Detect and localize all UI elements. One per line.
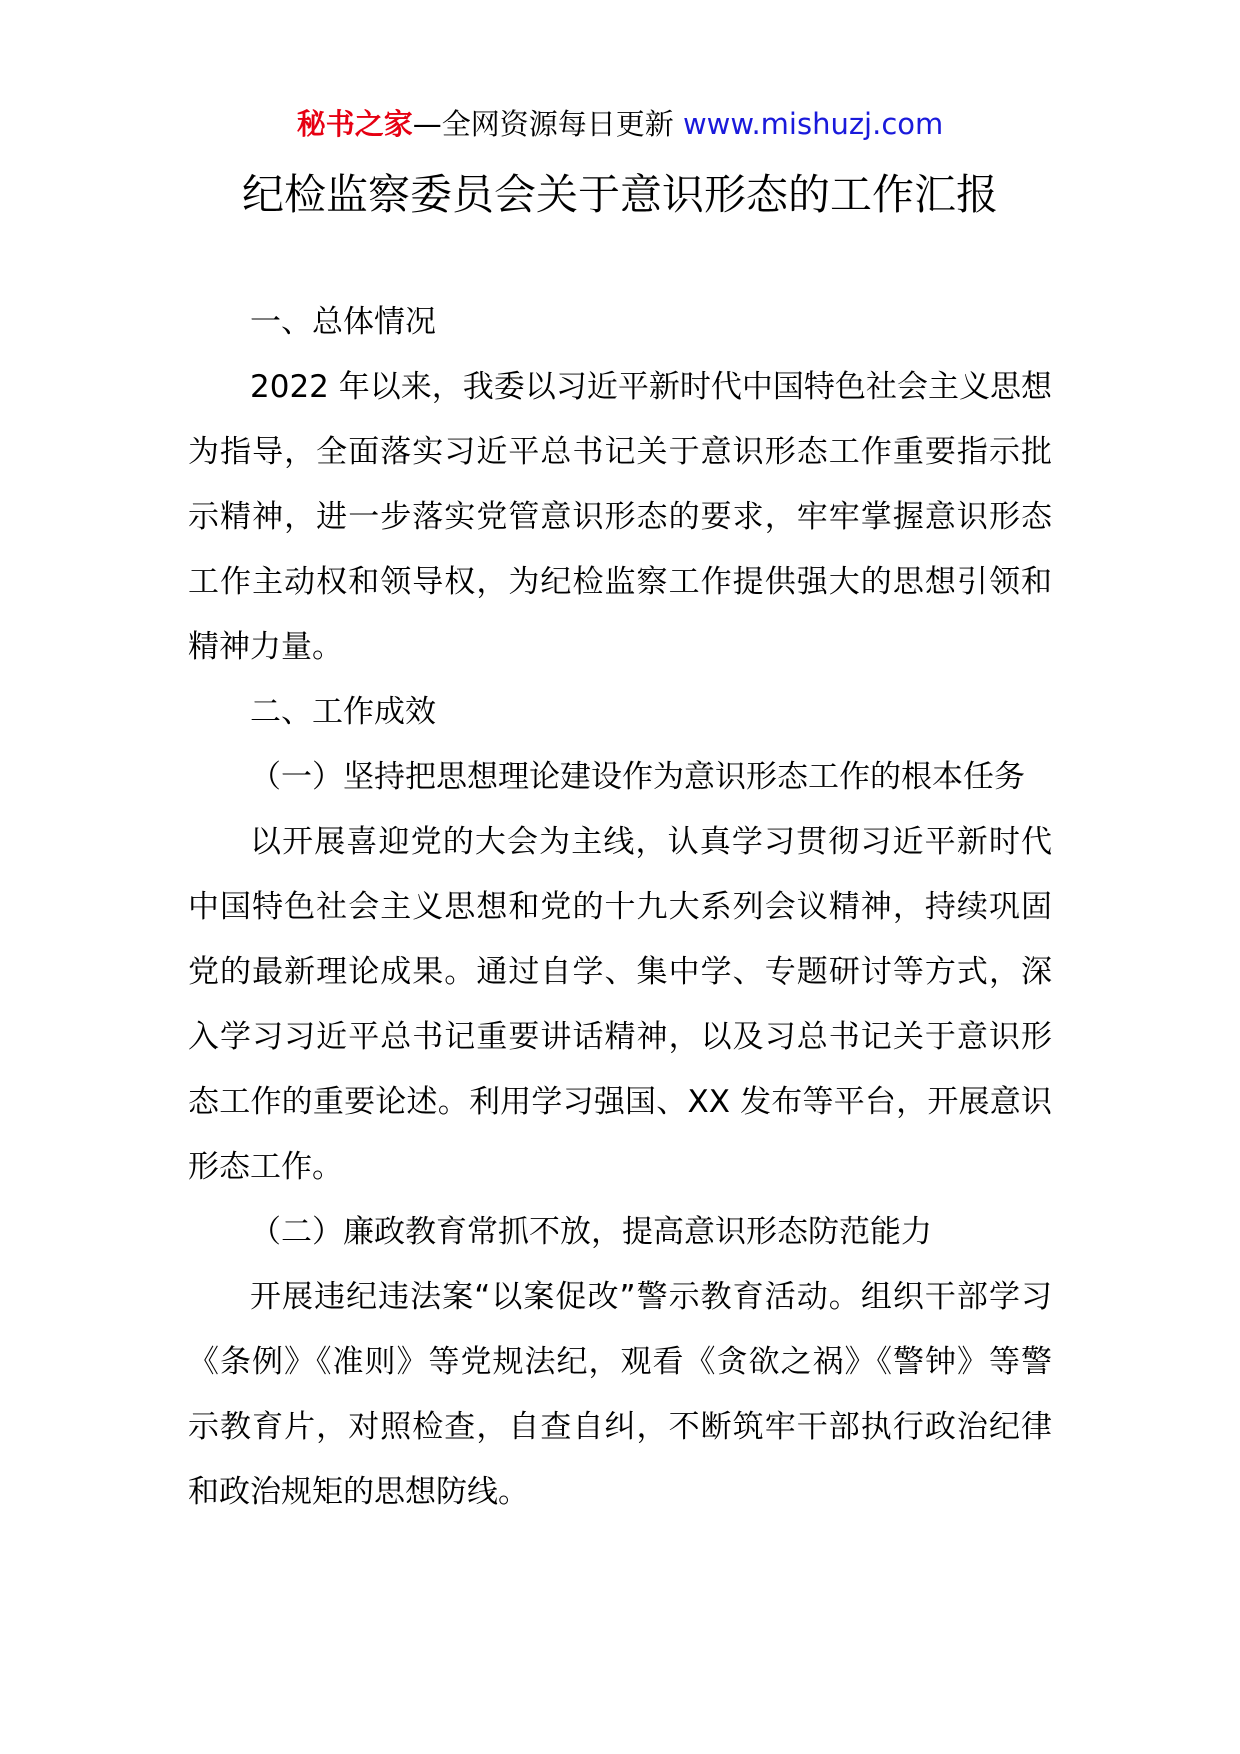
brand-name: 秘书之家: [296, 107, 413, 141]
subheading-integrity: （二）廉政教育常抓不放，提高意识形态防范能力: [250, 1214, 932, 1250]
subheading-theory: （一）坚持把思想理论建设作为意识形态工作的根本任务: [250, 759, 1025, 795]
section-heading-results: 二、工作成效: [250, 694, 436, 730]
site-url-link[interactable]: www.mishuzj.com: [682, 107, 944, 141]
brand-tagline: —全网资源每日更新: [412, 107, 674, 141]
document-body: [188, 290, 1052, 1525]
site-banner: [0, 104, 1240, 144]
section-heading-overview: 一、总体情况: [250, 304, 436, 340]
document-title: 纪检监察委员会关于意识形态的工作汇报: [241, 170, 998, 219]
paragraph-integrity: 开展违纪违法案“以案促改”警示教育活动。组织干部学习《条例》《准则》等党规法纪，观看《贪欲之祸》《警钟》等警示教育片，对照检查，自查自纠，不断筑牢干部执行政治纪律和政治规矩的思想防线。: [188, 1279, 1052, 1510]
paragraph-overview: 2022 年以来，我委以习近平新时代中国特色社会主义思想为指导，全面落实习近平总书记关于意识形态工作重要指示批示精神，进一步落实党管意识形态的要求，牢牢掌握意识形态工作主动权和领导权，为纪检监察工作提供强大的思想引领和精神力量。: [188, 369, 1052, 665]
paragraph-theory: 以开展喜迎党的大会为主线，认真学习贯彻习近平新时代中国特色社会主义思想和党的十九大系列会议精神，持续巩固党的最新理论成果。通过自学、集中学、专题研讨等方式，深入学习习近平总书记重要讲话精神，以及习总书记关于意识形态工作的重要论述。利用学习强国、XX 发布等平台，开展意识形态工作。: [188, 824, 1052, 1185]
